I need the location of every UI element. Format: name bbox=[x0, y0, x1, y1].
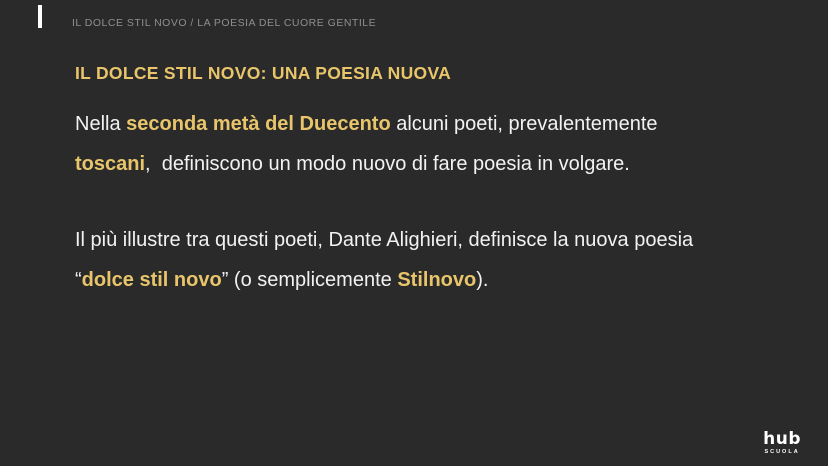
plain-text: ” (o semplicemente bbox=[221, 269, 398, 291]
text-line bbox=[75, 144, 795, 184]
body-paragraph bbox=[75, 104, 795, 184]
body-text bbox=[75, 104, 795, 336]
logo-wordmark: hub bbox=[763, 428, 801, 449]
highlighted-text: toscani bbox=[75, 153, 146, 175]
plain-text: Nella bbox=[75, 113, 127, 135]
highlighted-text: Stilnovo bbox=[397, 269, 477, 291]
plain-text: ). bbox=[476, 269, 489, 291]
highlighted-text: dolce stil novo bbox=[81, 269, 222, 291]
page-title: IL DOLCE STIL NOVO: UNA POESIA NUOVA bbox=[75, 63, 452, 83]
plain-text: Il più illustre tra questi poeti, Dante Alighieri, definisce la nuova poesia bbox=[75, 229, 694, 251]
plain-text: “ bbox=[75, 269, 82, 291]
hub-scuola-logo bbox=[763, 428, 801, 456]
plain-text: alcuni poeti, prevalentemente bbox=[390, 113, 658, 135]
body-paragraph bbox=[75, 220, 795, 300]
slide-accent-bar bbox=[38, 5, 42, 28]
breadcrumb: IL DOLCE STIL NOVO / LA POESIA DEL CUORE GENTILE bbox=[72, 17, 377, 29]
text-line bbox=[75, 220, 795, 260]
plain-text: , definiscono un modo nuovo di fare poesia in volgare. bbox=[145, 153, 630, 175]
text-line bbox=[75, 104, 795, 144]
text-line bbox=[75, 260, 795, 300]
logo-subtitle: SCUOLA bbox=[764, 448, 800, 455]
highlighted-text: seconda metà del Duecento bbox=[126, 113, 391, 135]
